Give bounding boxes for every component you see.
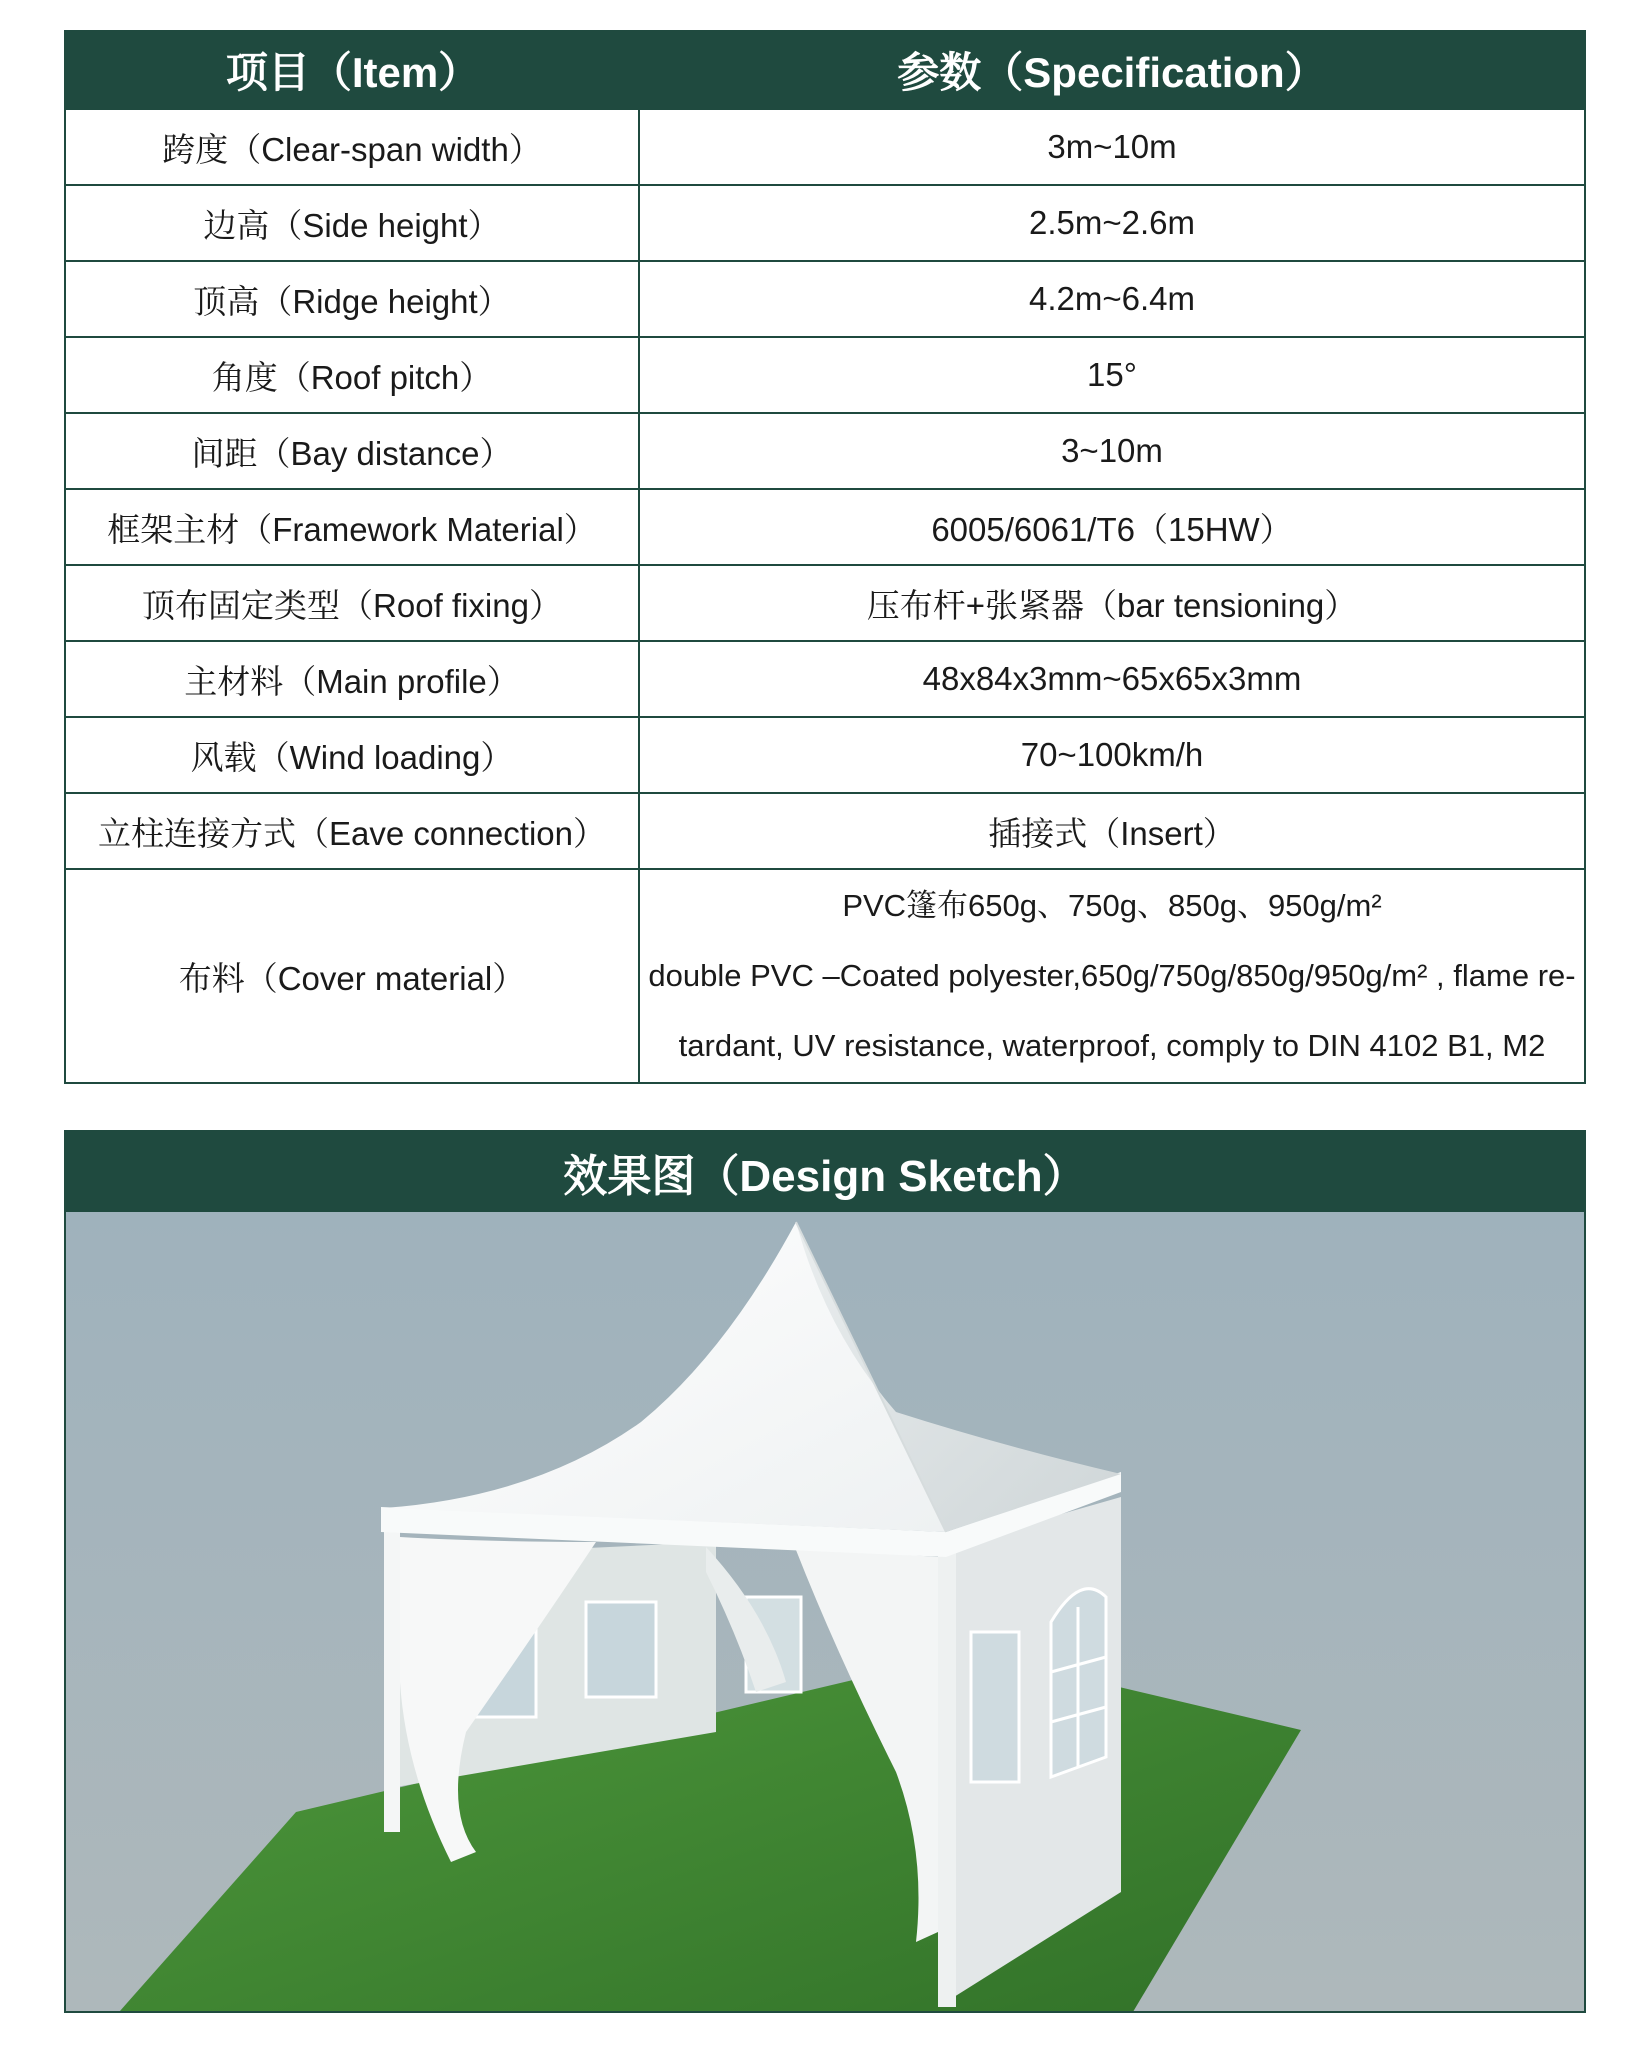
row-spec: 3m~10m (1047, 128, 1177, 165)
side-window (971, 1632, 1019, 1782)
row-spec: 压布杆+张紧器（bar tensioning） (866, 586, 1358, 624)
table-row-cover-material (66, 868, 1584, 1082)
cover-spec-line: double PVC –Coated polyester,650g/750g/850g/950g/m² , flame re- (648, 958, 1576, 993)
table-row (66, 792, 1584, 868)
tent-rendering (66, 1212, 1584, 2011)
cover-spec-line: tardant, UV resistance, waterproof, comply to DIN 4102 B1, M2 (678, 1028, 1546, 1063)
table-row (66, 108, 1584, 184)
front-pillar (384, 1532, 400, 1832)
row-item: 跨度（Clear-span width） (66, 110, 640, 184)
row-item: 框架主材（Framework Material） (66, 490, 640, 564)
row-item: 顶高（Ridge height） (66, 262, 640, 336)
table-row (66, 488, 1584, 564)
row-item: 顶布固定类型（Roof fixing） (66, 566, 640, 640)
table-row (66, 184, 1584, 260)
table-row (66, 260, 1584, 336)
table-row (66, 640, 1584, 716)
row-item: 角度（Roof pitch） (66, 338, 640, 412)
row-item: 主材料（Main profile） (66, 642, 640, 716)
row-item: 间距（Bay distance） (66, 414, 640, 488)
sketch-title: 效果图（Design Sketch） (66, 1132, 1584, 1212)
table-row (66, 412, 1584, 488)
header-spec: 参数（Specification） (897, 49, 1327, 96)
tent-illustration (66, 1212, 1584, 2011)
row-spec: 4.2m~6.4m (1029, 280, 1195, 317)
row-item: 边高（Side height） (66, 186, 640, 260)
back-window (586, 1602, 656, 1697)
table-header (66, 32, 1584, 108)
spec-table (64, 30, 1586, 1084)
cover-material-spec (640, 870, 1584, 1082)
design-sketch-panel (64, 1130, 1586, 2013)
row-spec: 15° (1087, 356, 1137, 393)
row-spec: 48x84x3mm~65x65x3mm (922, 660, 1302, 697)
row-spec: 3~10m (1061, 432, 1163, 469)
row-item: 布料（Cover material） (66, 870, 640, 1082)
row-spec: 6005/6061/T6（15HW） (931, 510, 1293, 548)
cover-spec-line: PVC篷布650g、750g、850g、950g/m² (842, 888, 1382, 923)
row-spec: 插接式（Insert） (988, 814, 1236, 852)
table-row (66, 336, 1584, 412)
table-row (66, 716, 1584, 792)
row-item: 立柱连接方式（Eave connection） (66, 794, 640, 868)
row-spec: 70~100km/h (1020, 736, 1204, 773)
table-row (66, 564, 1584, 640)
header-item: 项目（Item） (225, 49, 481, 96)
front-pillar (938, 1552, 956, 2007)
row-spec: 2.5m~2.6m (1029, 204, 1195, 241)
row-item: 风载（Wind loading） (66, 718, 640, 792)
